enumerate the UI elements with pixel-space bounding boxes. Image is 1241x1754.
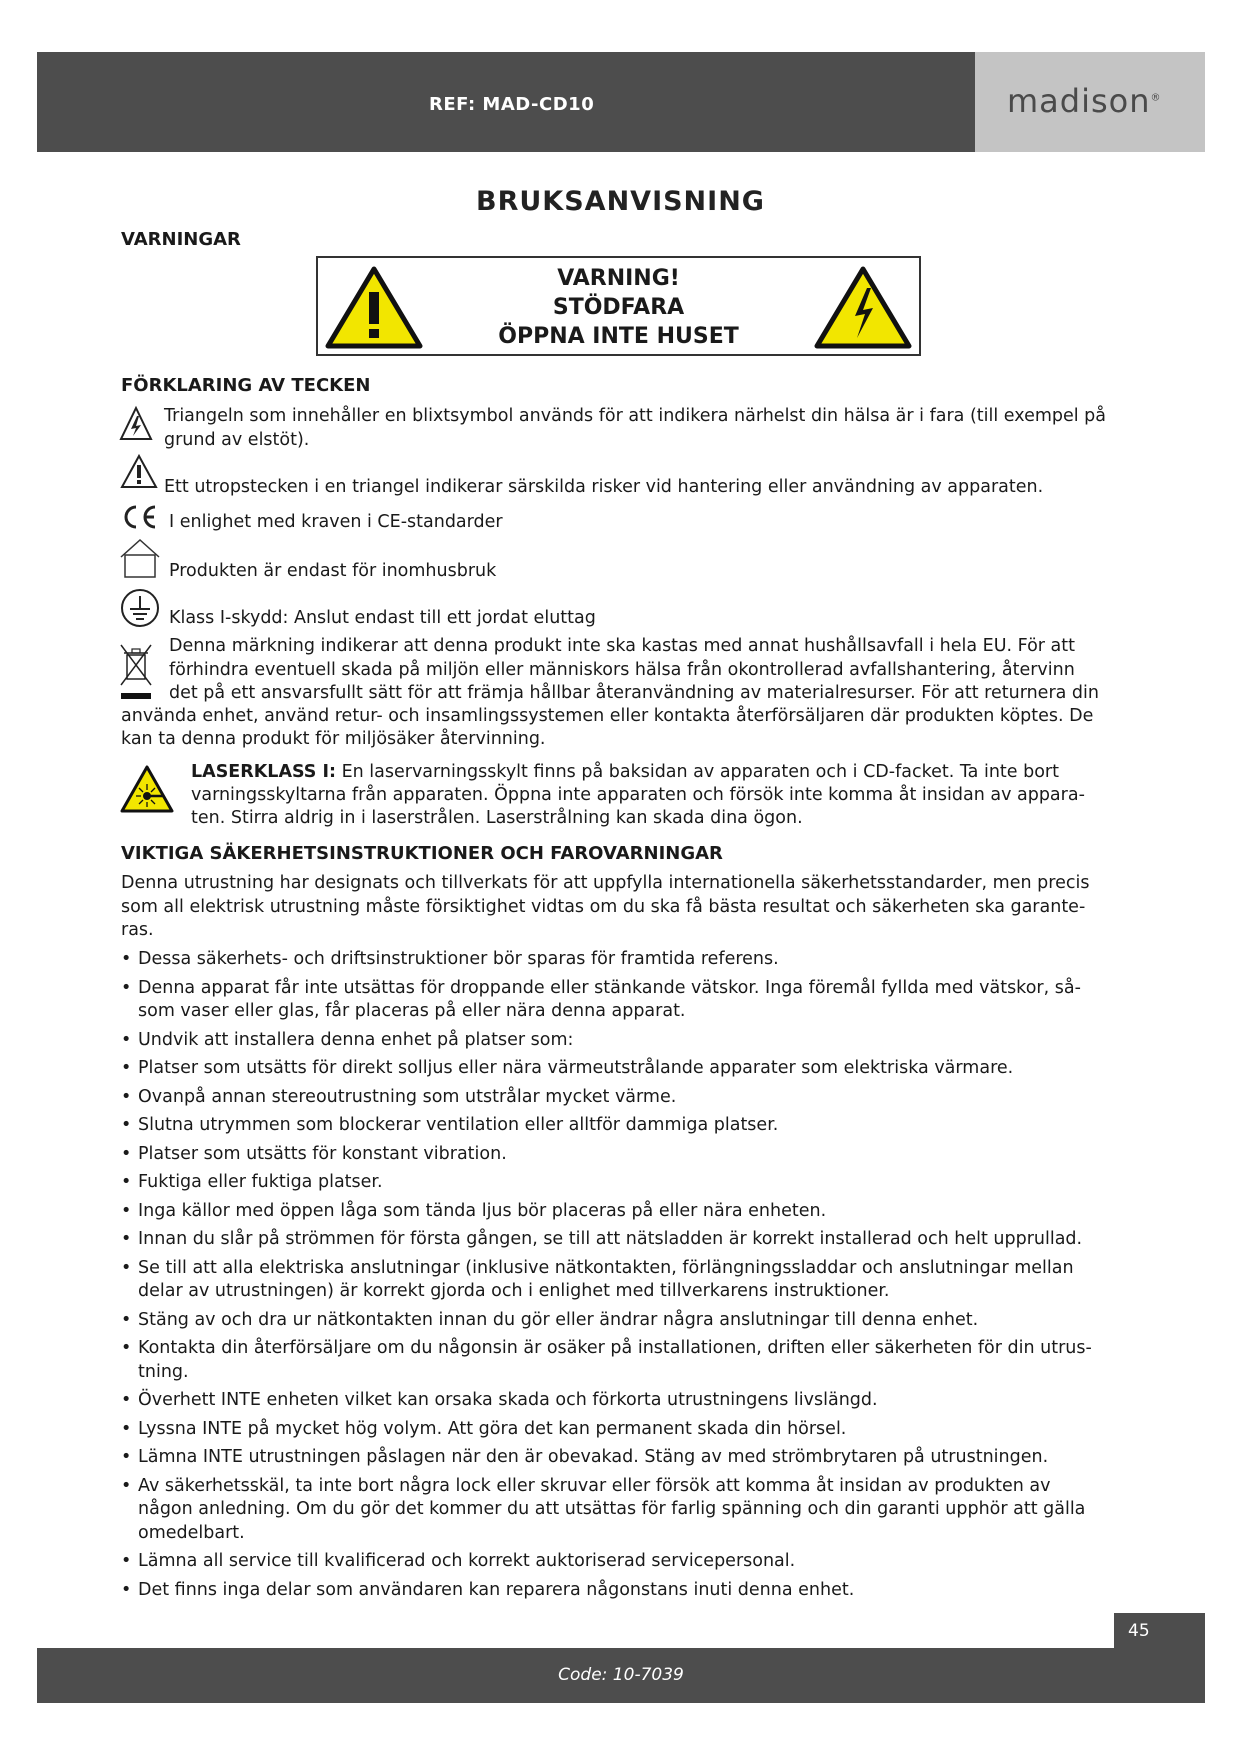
bullet-line: delar av utrustningen) är korrekt gjorda och i enlighet med tillverkarens instruktioner.	[138, 1281, 890, 1301]
safety-bullet-item	[121, 1057, 1121, 1081]
safety-bullet-item	[121, 1337, 1121, 1384]
safety-bullet-item	[121, 1143, 1121, 1167]
reference-code: REF: MAD-CD10	[429, 94, 595, 115]
safety-bullet-item	[121, 1309, 1121, 1333]
safety-bullet-item	[121, 1550, 1121, 1574]
lightning-warning-icon	[813, 264, 913, 350]
safety-bullet-item	[121, 1114, 1121, 1138]
brand-logo: madison®	[1007, 82, 1162, 120]
weee-text-2: förhindra eventuell skada på miljön eller människors hälsa från okontrollerad avfallshantering, återvinn	[169, 660, 1075, 680]
safety-bullet-item	[121, 1200, 1121, 1224]
warning-box	[316, 256, 921, 356]
warning-line-1: VARNING!	[557, 266, 680, 291]
laser-warning-icon	[119, 764, 175, 814]
safety-bullet-item	[121, 1446, 1121, 1470]
bullet-line: • Undvik att installera denna enhet på platser som:	[138, 1029, 574, 1050]
safety-bullet-item	[121, 1228, 1121, 1252]
page-title: BRUKSANVISNING	[476, 186, 765, 217]
warning-text	[438, 264, 799, 351]
ground-class1-icon	[119, 587, 161, 629]
safety-bullet-item	[121, 1257, 1121, 1304]
safety-bullet-list	[121, 948, 1121, 1607]
bullet-line: • Denna apparat får inte utsättas för droppande eller stänkande vätskor. Inga föremål fyllda med vätskor, så-	[138, 977, 1081, 998]
bullet-line: tning.	[138, 1361, 189, 1382]
bullet-line: • Överhett INTE enheten vilket kan orsaka skada och förkorta utrustningens livslängd.	[138, 1390, 878, 1410]
weee-text-5: kan ta denna produkt för miljösäker återvinning.	[121, 729, 546, 749]
bullet-line: • Lämna INTE utrustningen påslagen när den är obevakad. Stäng av med strömbrytaren på utrustningen.	[138, 1447, 1049, 1467]
bullet-line: • Fuktiga eller fuktiga platser.	[138, 1172, 383, 1192]
symbols-heading: FÖRKLARING AV TECKEN	[121, 375, 371, 396]
safety-bullet-item	[121, 1579, 1121, 1603]
bullet-line: • Platser som utsätts för konstant vibration.	[138, 1143, 507, 1164]
bullet-line: • Slutna utrymmen som blockerar ventilation eller alltför dammiga platser.	[138, 1115, 779, 1135]
bullet-line: • Se till att alla elektriska anslutningar (inklusive nätkontakten, förlängningssladdar och anslutningar mellan	[138, 1257, 1074, 1278]
page-footer	[37, 1648, 1205, 1703]
laser-text-1: LASERKLASS I: En laservarningsskylt finns på baksidan av apparaten och i CD-facket. Ta inte bort	[191, 762, 1059, 782]
indoor-symbol-text: Produkten är endast för inomhusbruk	[169, 561, 497, 581]
weee-text-1: Denna märkning indikerar att denna produkt inte ska kastas med annat hushållsavfall i hela EU. För att	[169, 636, 1075, 656]
bullet-line: omedelbart.	[138, 1522, 245, 1543]
lightning-triangle-icon	[119, 405, 153, 443]
weee-text-4: använda enhet, använd retur- och insamlingssystemen eller kontakta återförsäljaren där produkten köptes. De	[121, 706, 1094, 726]
bullet-line: • Lämna all service till kvalificerad och korrekt auktoriserad servicepersonal.	[138, 1551, 796, 1571]
bullet-line: som vaser eller glas, får placeras på eller nära denna apparat.	[138, 1001, 686, 1021]
safety-bullet-item	[121, 1418, 1121, 1442]
indoor-house-icon	[119, 537, 161, 579]
bullet-line: • Stäng av och dra ur nätkontakten innan du gör eller ändrar några anslutningar till denna enhet.	[138, 1309, 979, 1330]
bullet-line: • Inga källor med öppen låga som tända ljus bör placeras på eller nära enheten.	[138, 1200, 827, 1221]
warning-line-3: ÖPPNA INTE HUSET	[498, 324, 739, 349]
safety-bullet-item	[121, 1475, 1121, 1546]
laser-text-3: ten. Stirra aldrig in i laserstrålen. Laserstrålning kan skada dina ögon.	[191, 808, 803, 828]
bullet-line: • Av säkerhetsskäl, ta inte bort några lock eller skruvar eller försök att komma åt insidan av produkten av	[138, 1475, 1051, 1496]
ce-mark-icon	[119, 502, 159, 532]
safety-bullet-item	[121, 1389, 1121, 1413]
exclamation-warning-icon	[324, 264, 424, 350]
safety-intro: Denna utrustning har designats och tillverkats för att uppfylla internationella säkerhetsstandarder, men precis som all elektrisk utrustning måste försiktighet vidtas om du ska få bästa resultat och säkerheten ska garante- ras.	[121, 873, 1090, 940]
exclamation-triangle-icon	[119, 453, 159, 491]
exclamation-symbol-text: Ett utropstecken i en triangel indikerar särskilda risker vid hantering eller användning av apparaten.	[164, 477, 1044, 497]
weee-bin-icon	[119, 643, 153, 701]
laser-text-2: varningsskyltarna från apparaten. Öppna inte apparaten och försök inte komma åt insidan av appara-	[191, 785, 1085, 805]
safety-heading: VIKTIGA SÄKERHETSINSTRUKTIONER OCH FAROVARNINGAR	[121, 843, 723, 864]
safety-bullet-item	[121, 1029, 1121, 1053]
safety-bullet-item	[121, 1086, 1121, 1110]
bullet-line: • Ovanpå annan stereoutrustning som utstrålar mycket värme.	[138, 1086, 677, 1107]
ce-symbol-text: I enlighet med kraven i CE-standarder	[169, 512, 503, 532]
safety-bullet-item	[121, 948, 1121, 972]
logo-panel	[975, 52, 1205, 152]
bullet-line: • Innan du slår på strömmen för första gången, se till att nätsladden är korrekt installerad och helt upprullad.	[138, 1229, 1083, 1249]
bullet-line: • Lyssna INTE på mycket hög volym. Att göra det kan permanent skada din hörsel.	[138, 1418, 847, 1439]
warning-line-2: STÖDFARA	[552, 295, 685, 320]
lightning-symbol-text-2: grund av elstöt).	[164, 430, 310, 450]
bullet-line: • Det finns inga delar som användaren kan reparera någonstans inuti denna enhet.	[138, 1579, 855, 1600]
bullet-line: • Kontakta din återförsäljare om du någonsin är osäker på installationen, driften eller säkerheten för din utrus-	[138, 1338, 1092, 1358]
weee-text-3: det på ett ansvarsfullt sätt för att främja hållbar återanvändning av materialresurser. För att returnera din	[169, 683, 1099, 703]
bullet-line: • Platser som utsätts för direkt solljus eller nära värmeutstrålande apparater som elektriska värmare.	[138, 1058, 1014, 1078]
warnings-heading: VARNINGAR	[121, 229, 241, 250]
laser-label: LASERKLASS I:	[191, 762, 337, 782]
safety-bullet-item	[121, 977, 1121, 1024]
footer-code: Code: 10-7039	[558, 1665, 684, 1685]
class1-symbol-text: Klass I-skydd: Anslut endast till ett jordat eluttag	[169, 608, 596, 628]
safety-bullet-item	[121, 1171, 1121, 1195]
page-number: 45	[1114, 1613, 1205, 1648]
bullet-line: någon anledning. Om du gör det kommer du att utsättas för farlig spänning och din garanti upphör att gälla	[138, 1499, 1086, 1519]
page-header	[37, 52, 1205, 152]
bullet-line: • Dessa säkerhets- och driftsinstruktioner bör sparas för framtida referens.	[138, 949, 779, 969]
lightning-symbol-text-1: Triangeln som innehåller en blixtsymbol används för att indikera närhelst din hälsa är i fara (till exempel på	[164, 406, 1107, 426]
